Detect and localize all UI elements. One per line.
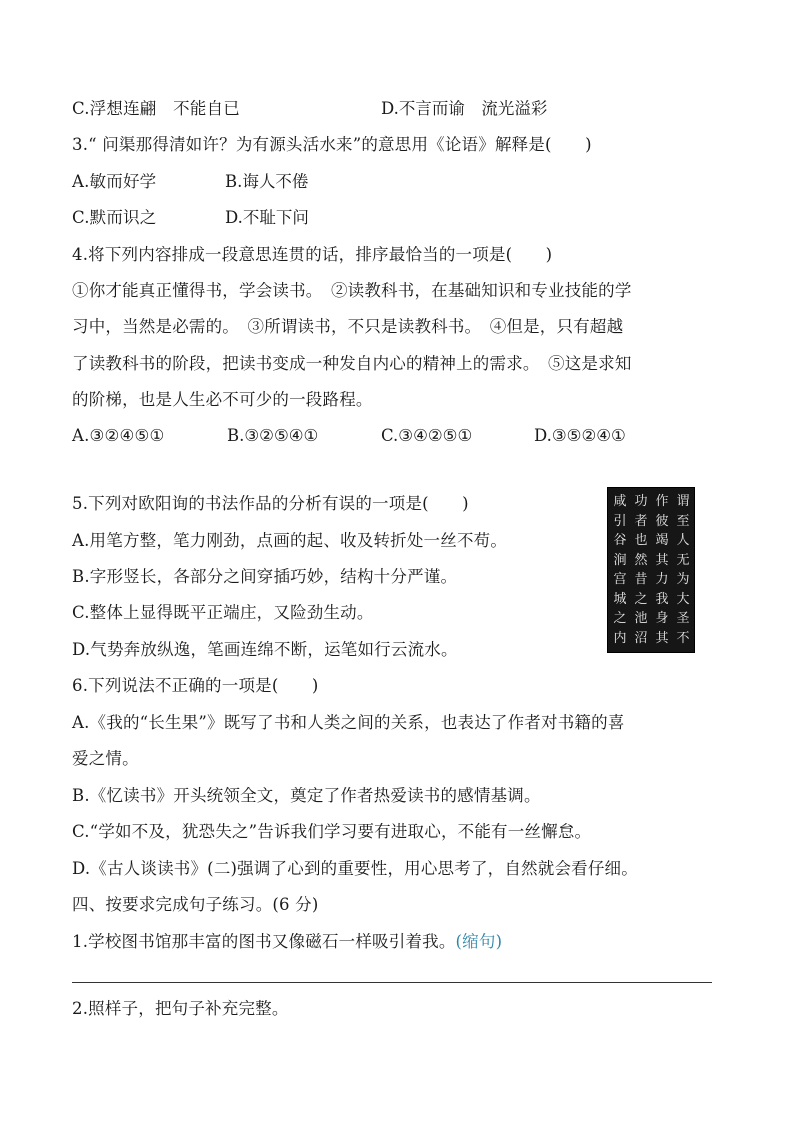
q5-option-a: A.用笔方整，笔力刚劲，点画的起、收及转折处一丝不苟。 xyxy=(72,531,508,550)
q6-option-b: B.《忆读书》开头统领全文，奠定了作者热爱读书的感情基调。 xyxy=(72,786,541,805)
q3-option-a: A.敏而好学 xyxy=(72,172,157,191)
q6-option-c: C.“学如不及，犹恐失之”告诉我们学习要有进取心，不能有一丝懈怠。 xyxy=(72,822,592,841)
q5-stem: 5.下列对欧阳询的书法作品的分析有误的一项是( ) xyxy=(72,494,469,513)
answer-line[interactable] xyxy=(72,982,712,983)
q3-option-b: B.诲人不倦 xyxy=(225,172,309,191)
calligraphy-column: 功者也然昔之池沼 xyxy=(634,494,648,646)
s4-q1 xyxy=(72,930,502,954)
calligraphy-column: 作彼竭其力我身其 xyxy=(655,494,669,646)
q3-stem: 3.“ 问渠那得清如许？为有源头活水来”的意思用《论语》解释是( ) xyxy=(72,135,592,154)
q4-option-b: B.③②⑤④① xyxy=(227,426,319,445)
q4-stem: 4.将下列内容排成一段意思连贯的话，排序最恰当的一项是( ) xyxy=(72,245,553,264)
q5-option-c: C.整体上显得既平正端庄，又险劲生动。 xyxy=(72,603,374,622)
q6-option-a-cont: 爱之情。 xyxy=(72,749,139,768)
q3-option-c: C.默而识之 xyxy=(72,208,157,227)
q6-option-d: D.《古人谈读书》(二)强调了心到的重要性，用心思考了，自然就会看仔细。 xyxy=(72,859,638,878)
q4-option-a: A.③②④⑤① xyxy=(72,426,165,445)
s4-q1-text: 1.学校图书馆那丰富的图书又像磁石一样吸引着我。 xyxy=(72,932,456,951)
calligraphy-column: 谓至人无为大圣不 xyxy=(676,494,690,646)
q2-option-c: C.浮想连翩 不能自已 xyxy=(72,99,240,118)
calligraphy-column: 咸引谷涧宫城之内 xyxy=(613,494,627,646)
q2-option-d: D.不言而谕 流光溢彩 xyxy=(381,99,548,118)
q4-passage-line: ①你才能真正懂得书，学会读书。 ②读教科书，在基础知识和专业技能的学 xyxy=(72,281,632,300)
q5-option-b: B.字形竖长，各部分之间穿插巧妙，结构十分严谨。 xyxy=(72,567,458,586)
q4-option-c: C.③④②⑤① xyxy=(381,426,473,445)
q5-option-d: D.气势奔放纵逸，笔画连绵不断，运笔如行云流水。 xyxy=(72,640,458,659)
q3-option-d: D.不耻下问 xyxy=(225,208,309,227)
q6-option-a: A.《我的“长生果”》既写了书和人类之间的关系，也表达了作者对书籍的喜 xyxy=(72,713,625,732)
q4-passage-line: 了读教科书的阶段，把读书变成一种发自内心的精神上的需求。 ⑤这是求知 xyxy=(72,354,632,373)
q6-stem: 6.下列说法不正确的一项是( ) xyxy=(72,676,319,695)
section-heading: 四、按要求完成句子练习。(6 分) xyxy=(72,895,319,914)
q4-option-d: D.③⑤②④① xyxy=(534,426,626,445)
s4-q1-hint: (缩句) xyxy=(455,932,503,951)
s4-q2: 2.照样子，把句子补充完整。 xyxy=(72,999,289,1018)
q4-passage-line: 的阶梯，也是人生必不可少的一段路程。 xyxy=(72,390,373,409)
q4-passage-line: 习中，当然是必需的。 ③所谓读书，不只是读教科书。 ④但是，只有超越 xyxy=(72,317,624,336)
calligraphy-image xyxy=(607,487,695,653)
